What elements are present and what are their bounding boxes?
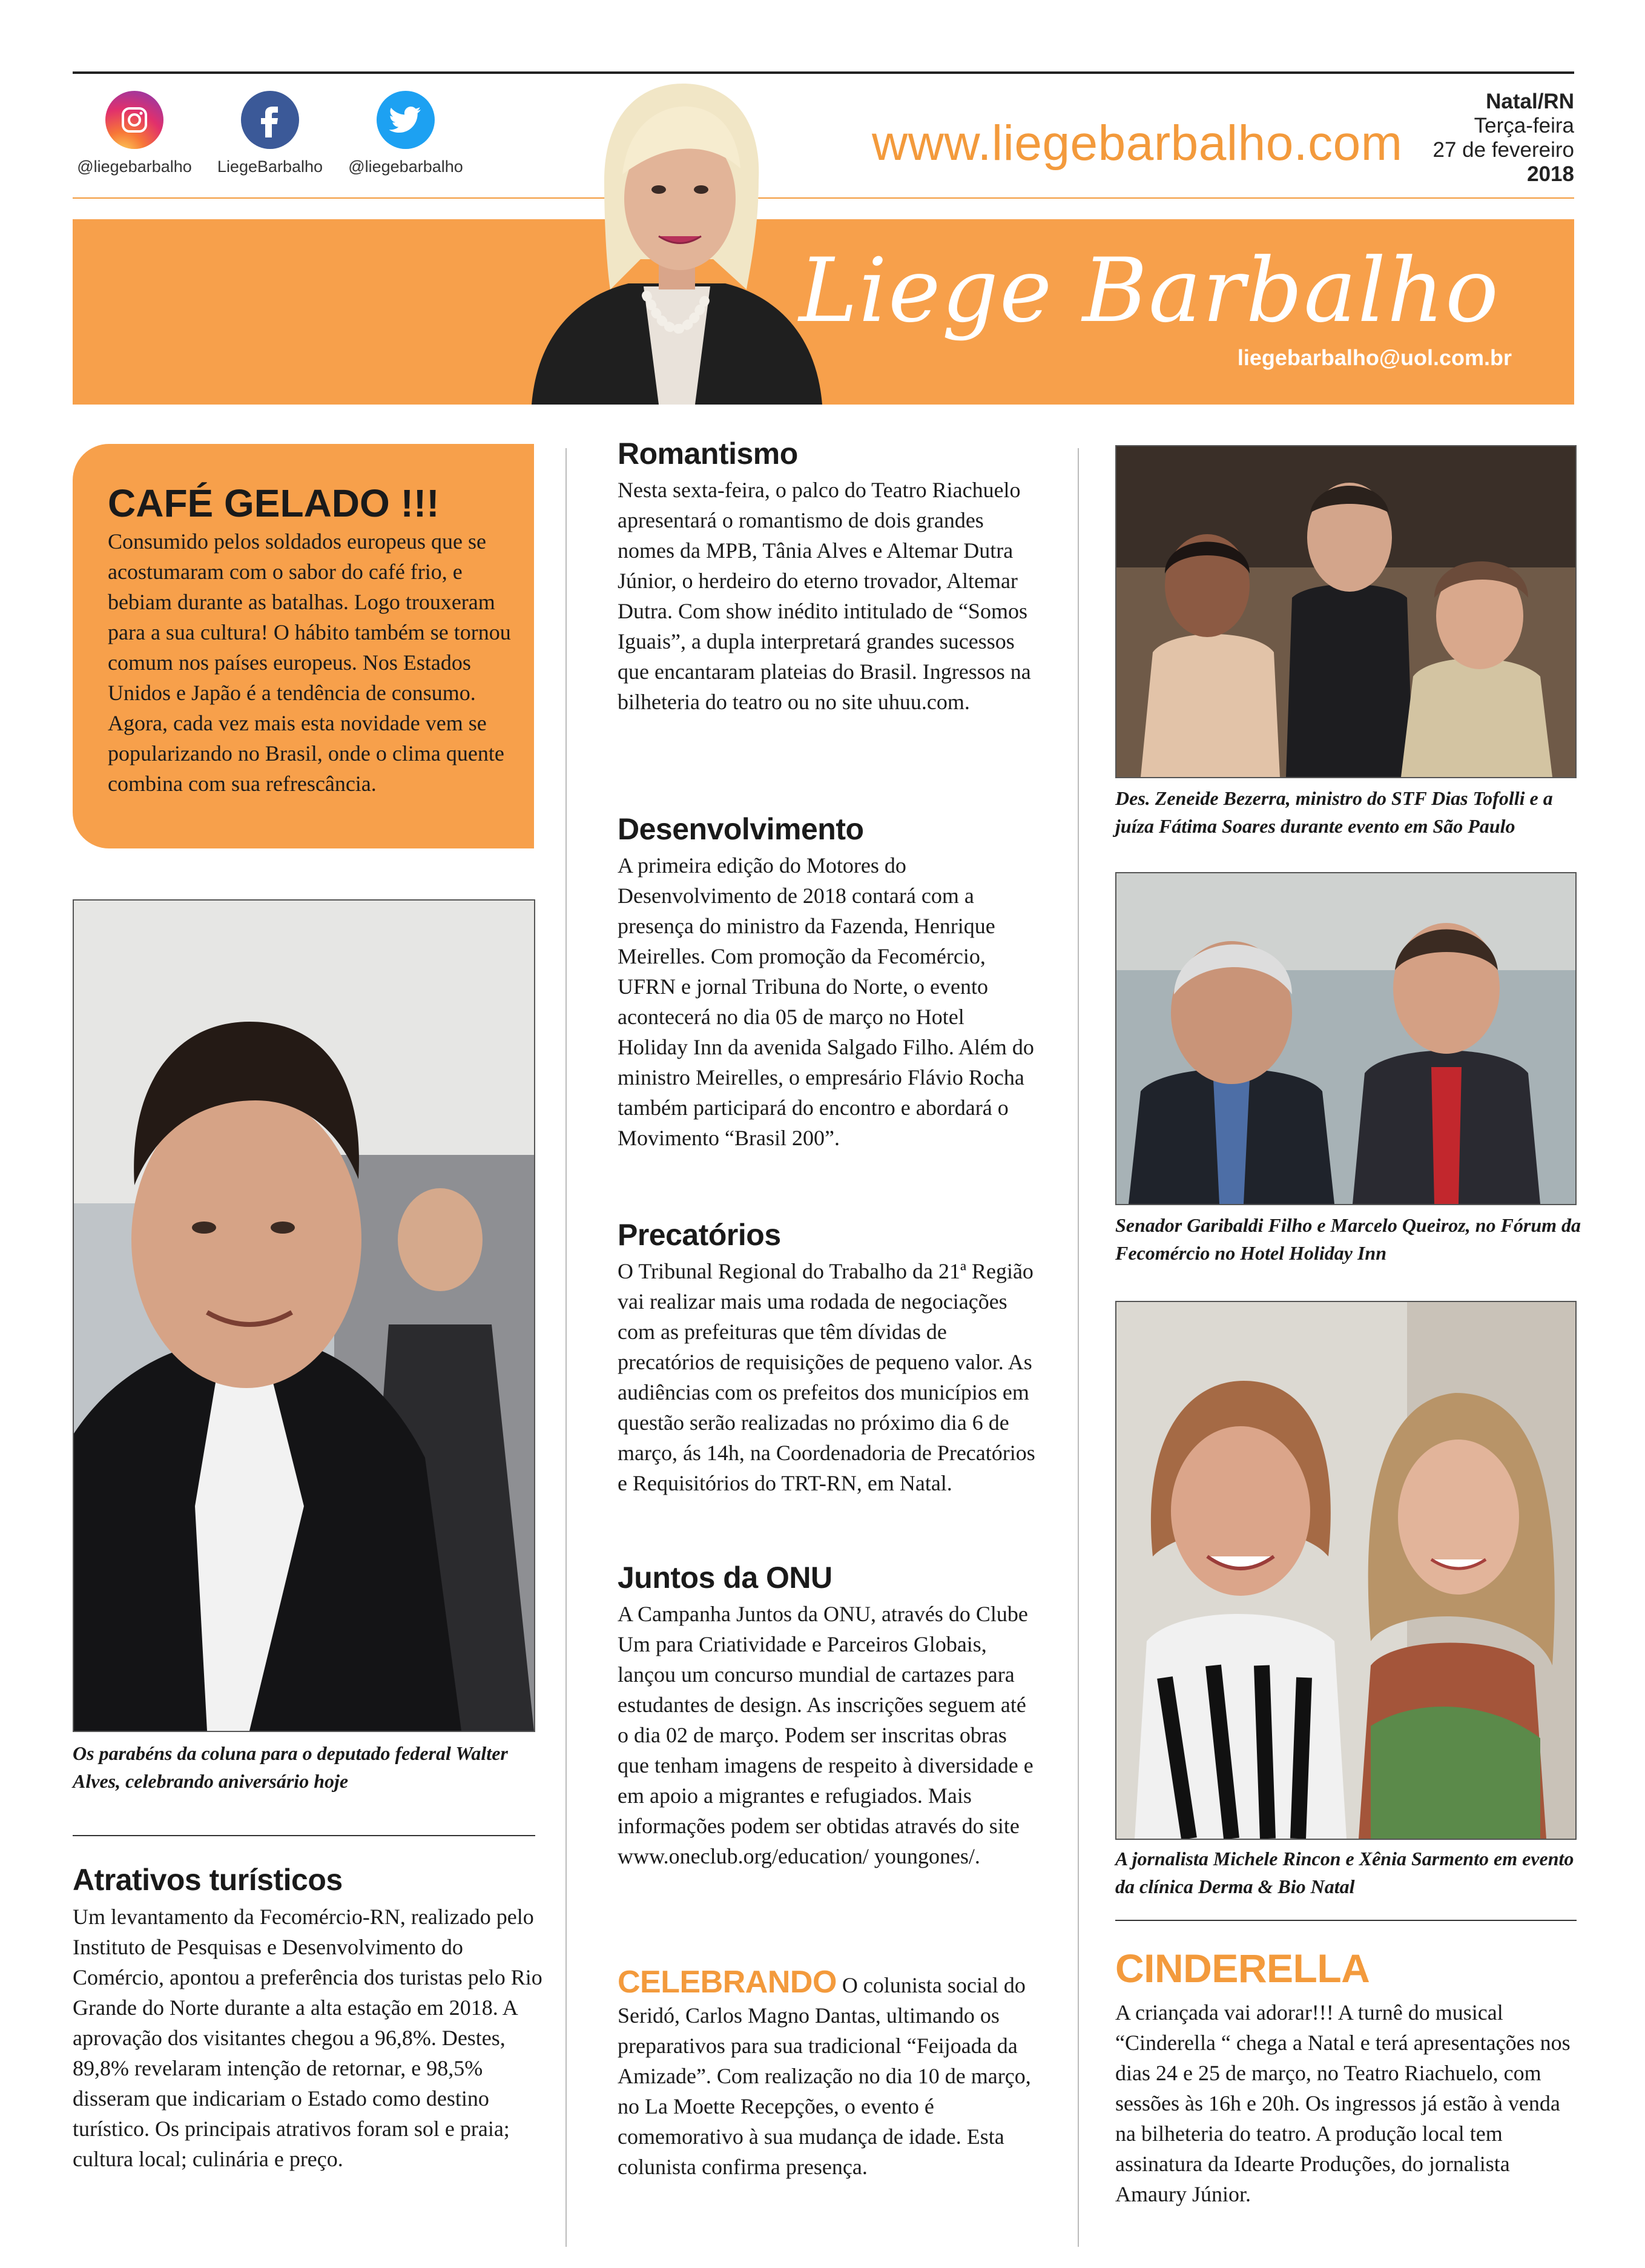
caption-walter-alves: Os parabéns da coluna para o deputado federal Walter Alves, celebrando aniversário hoje: [73, 1742, 508, 1792]
column-rule-right: [1078, 448, 1079, 2247]
desenvolvimento-title: Desenvolvimento: [618, 812, 864, 846]
facebook-link[interactable]: [203, 91, 337, 176]
photo-walter-alves: [73, 899, 535, 1732]
facebook-handle: LiegeBarbalho: [217, 157, 323, 176]
cinderella-text: A criançada vai adorar!!! A turnê do musical “Cinderella “ chega a Natal e terá apresentações nos dias 24 e 25 de março, no Teatro Riachuelo, com sessões às 16h e 20h. Os ingressos já estão à venda na bilheteria do teatro. A produção local tem assinatura da Idearte Produções, do jornalista Amaury Júnior.: [1115, 2000, 1571, 2206]
cafe-text: Consumido pelos soldados europeus que se acostumaram com o sabor do café frio, e bebiam durante as batalhas. Logo trouxeram para a sua cultura! O hábito também se tornou comum nos países europeus. Nos Estados Unidos e Japão é a tendência de consumo. Agora, cada vez mais esta novidade vem se popularizando no Brasil, onde o clima quente combina com sua refrescância.: [108, 529, 511, 796]
photo-garibaldi: [1115, 872, 1577, 1205]
atrativos-text: Um levantamento da Fecomércio-RN, realizado pelo Instituto de Pesquisas e Desenvolvimento do Comércio, apontou a preferência dos turistas pelo Rio Grande do Norte durante a alta estação em 2018. A aprovação dos visitantes chegou a 96,8%. Destes, 89,8% revelaram intenção de retornar, e 98,5% disseram que indicariam o Estado como destino turístico. Os principais atrativos foram sol e praia; cultura local; culinária e preço.: [73, 1905, 542, 2171]
photo-michele-xenia: [1115, 1301, 1577, 1840]
desenvolvimento-text: A primeira edição do Motores do Desenvolvimento de 2018 contará com a presença do ministro da Fazenda, Henrique Meirelles. Com promoção da Fecomércio, UFRN e jornal Tribuna do Norte, o evento acontecerá no dia 05 de março no Hotel Holiday Inn da avenida Salgado Filho. Além do ministro Meirelles, o empresário Flávio Rocha também participará do encontro e abordará o Movimento “Brasil 200”.: [618, 853, 1034, 1150]
columnist-portrait: [507, 78, 846, 405]
celebrando-title: CELEBRANDO: [618, 1965, 837, 2000]
caption-garibaldi: Senador Garibaldi Filho e Marcelo Queiroz, no Fórum da Fecomércio no Hotel Holiday Inn: [1115, 1214, 1581, 1264]
instagram-icon: [105, 91, 163, 149]
column-rule-left: [565, 448, 567, 2247]
year: 2018: [1527, 162, 1574, 186]
juntos-title: Juntos da ONU: [618, 1561, 832, 1595]
romantismo-title: Romantismo: [618, 437, 798, 471]
twitter-icon: [377, 91, 435, 149]
facebook-icon: [241, 91, 299, 149]
instagram-link[interactable]: [68, 91, 201, 176]
caption-michele-xenia: A jornalista Michele Rincon e Xênia Sarmento em evento da clínica Derma & Bio Natal: [1115, 1848, 1574, 1897]
separator: [1115, 1920, 1577, 1921]
photo-tofolli: [1115, 445, 1577, 778]
website-link[interactable]: www.liegebarbalho.com: [872, 116, 1403, 171]
top-rule: [73, 71, 1574, 74]
celebrando-text: O colunista social do Seridó, Carlos Magno Dantas, ultimando os preparativos para sua tradicional “Feijoada da Amizade”. Com realização no dia 10 de março, no La Moette Recepções, o evento é comemorativo à sua mudança de idade. Esta colunista confirma presença.: [618, 1973, 1031, 2179]
cafe-gelado-box: [73, 444, 534, 848]
cinderella-title: CINDERELLA: [1115, 1946, 1370, 1991]
twitter-handle: @liegebarbalho: [348, 157, 463, 176]
city: Natal/RN: [1486, 90, 1574, 113]
twitter-link[interactable]: [339, 91, 472, 176]
romantismo-text: Nesta sexta-feira, o palco do Teatro Riachuelo apresentará o romantismo de dois grandes nomes da MPB, Tânia Alves e Altemar Dutra Júnior, o herdeiro do eterno trovador, Altemar Dutra. Com show inédito intitulado de “Somos Iguais”, a dupla interpretará grandes sucessos que encantaram plateias do Brasil. Ingressos na bilheteria do teatro ou no site uhuu.com.: [618, 478, 1031, 714]
precatorios-text: O Tribunal Regional do Trabalho da 21ª Região vai realizar mais uma rodada de negociações com as prefeituras que têm dívidas de precatórios de requisições de pequeno valor. As audiências com os prefeitos dos municípios em questão serão realizadas no próximo dia 6 de março, ás 14h, na Coordenadoria de Precatórios e Requisitórios do TRT-RN, em Natal.: [618, 1259, 1035, 1495]
juntos-text: A Campanha Juntos da ONU, através do Clube Um para Criatividade e Parceiros Globais, lançou um concurso mundial de cartazes para estudantes de design. As inscrições seguem até o dia 02 de março. Podem ser inscritas obras que tenham imagens de respeito à diversidade e em apoio a migrantes e refugiados. Mais informações podem ser obtidas através do site www.oneclub.org/education/ youngones/.: [618, 1602, 1033, 1868]
atrativos-title: Atrativos turísticos: [73, 1863, 343, 1897]
celebrando-block: [618, 1967, 1035, 2182]
column-title: Liege Barbalho: [799, 239, 1500, 342]
precatorios-title: Precatórios: [618, 1218, 781, 1252]
caption-tofolli: Des. Zeneide Bezerra, ministro do STF Dias Tofolli e a juíza Fátima Soares durante evento em São Paulo: [1115, 787, 1553, 837]
email-link[interactable]: liegebarbalho@uol.com.br: [1237, 345, 1512, 370]
instagram-handle: @liegebarbalho: [77, 157, 192, 176]
date-block: [1433, 90, 1574, 187]
cafe-title: CAFÉ GELADO !!!: [108, 481, 440, 525]
separator: [73, 1835, 535, 1836]
weekday: Terça-feira: [1474, 114, 1574, 137]
date: 27 de fevereiro: [1432, 138, 1574, 162]
